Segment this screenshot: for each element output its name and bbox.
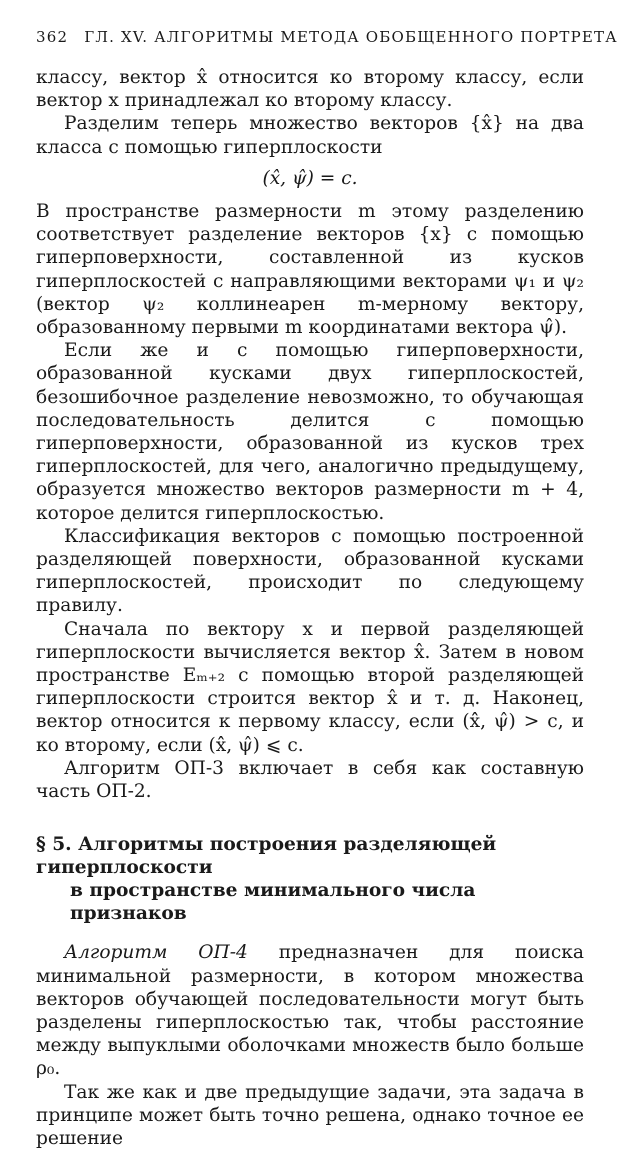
algorithm-name: Алгоритм ОП-4	[64, 942, 248, 964]
section-paragraph-1	[36, 941, 584, 1080]
section-heading-line-2: в пространстве минимального числа признаков	[70, 880, 476, 925]
running-title: ГЛ. XV. АЛГОРИТМЫ МЕТОДА ОБОБЩЕННОГО ПОРТРЕТА	[84, 28, 618, 46]
paragraph-1: классу, вектор x̂ относится ко второму классу, если вектор x принадлежал ко второму классу.	[36, 67, 584, 112]
section-heading-line-1: § 5. Алгоритмы построения разделяющей гиперплоскости	[36, 834, 497, 879]
paragraph-2: Разделим теперь множество векторов {x̂} на два класса с помощью гиперплоскости	[36, 113, 584, 158]
running-header	[36, 28, 618, 46]
paragraph-3: В пространстве размерности m этому разделению соответствует разделение векторов {x} с помощью гиперповерхности, составленной из кусков гиперплоскостей с направляющими векторами ψ₁ и ψ₂ (вектор ψ₂ коллинеарен m-мерному вектору, образованному первыми m координатами вектора ψ̂).	[36, 201, 584, 339]
paragraph-5: Классификация векторов с помощью построенной разделяющей поверхности, образованной кусками гиперплоскостей, происходит по следующему правилу.	[36, 525, 584, 617]
paragraph-4: Если же и с помощью гиперповерхности, образованной кусками двух гиперплоскостей, безошибочное разделение невозможно, то обучающая последовательность делится с помощью гиперповерхности, образованной из кусков трех гиперплоскостей, для чего, аналогично предыдущему, образуется множество векторов размерности m + 4, которое делится гиперплоскостью.	[36, 340, 584, 524]
paragraph-6: Сначала по вектору x и первой разделяющей гиперплоскости вычисляется вектор x̂. Затем в новом пространстве Eₘ₊₂ с помощью второй разделяющей гиперплоскости строится вектор x̂ и т. д. Наконец, вектор относится к первому классу, если (x̂̂, ψ̂) > c, и ко второму, если (x̂̂, ψ̂) ⩽ c.	[36, 618, 584, 756]
section-paragraph-2: Так же как и две предыдущие задачи, эта задача в принципе может быть точно решена, однако точное ее решение	[36, 1081, 584, 1149]
formula: (x̂, ψ̂) = c.	[262, 167, 358, 189]
page-number: 362	[36, 28, 69, 46]
section-paragraph-1-text: предназначен для поиска минимальной размерности, в котором множества векторов обучающей последовательности могут быть разделены гиперплоскостью так, чтобы расстояние между выпуклыми оболочками множеств было больше ρ₀.	[36, 942, 585, 1080]
section-heading	[36, 833, 584, 925]
paragraph-7: Алгоритм ОП-3 включает в себя как составную часть ОП-2.	[36, 757, 584, 803]
